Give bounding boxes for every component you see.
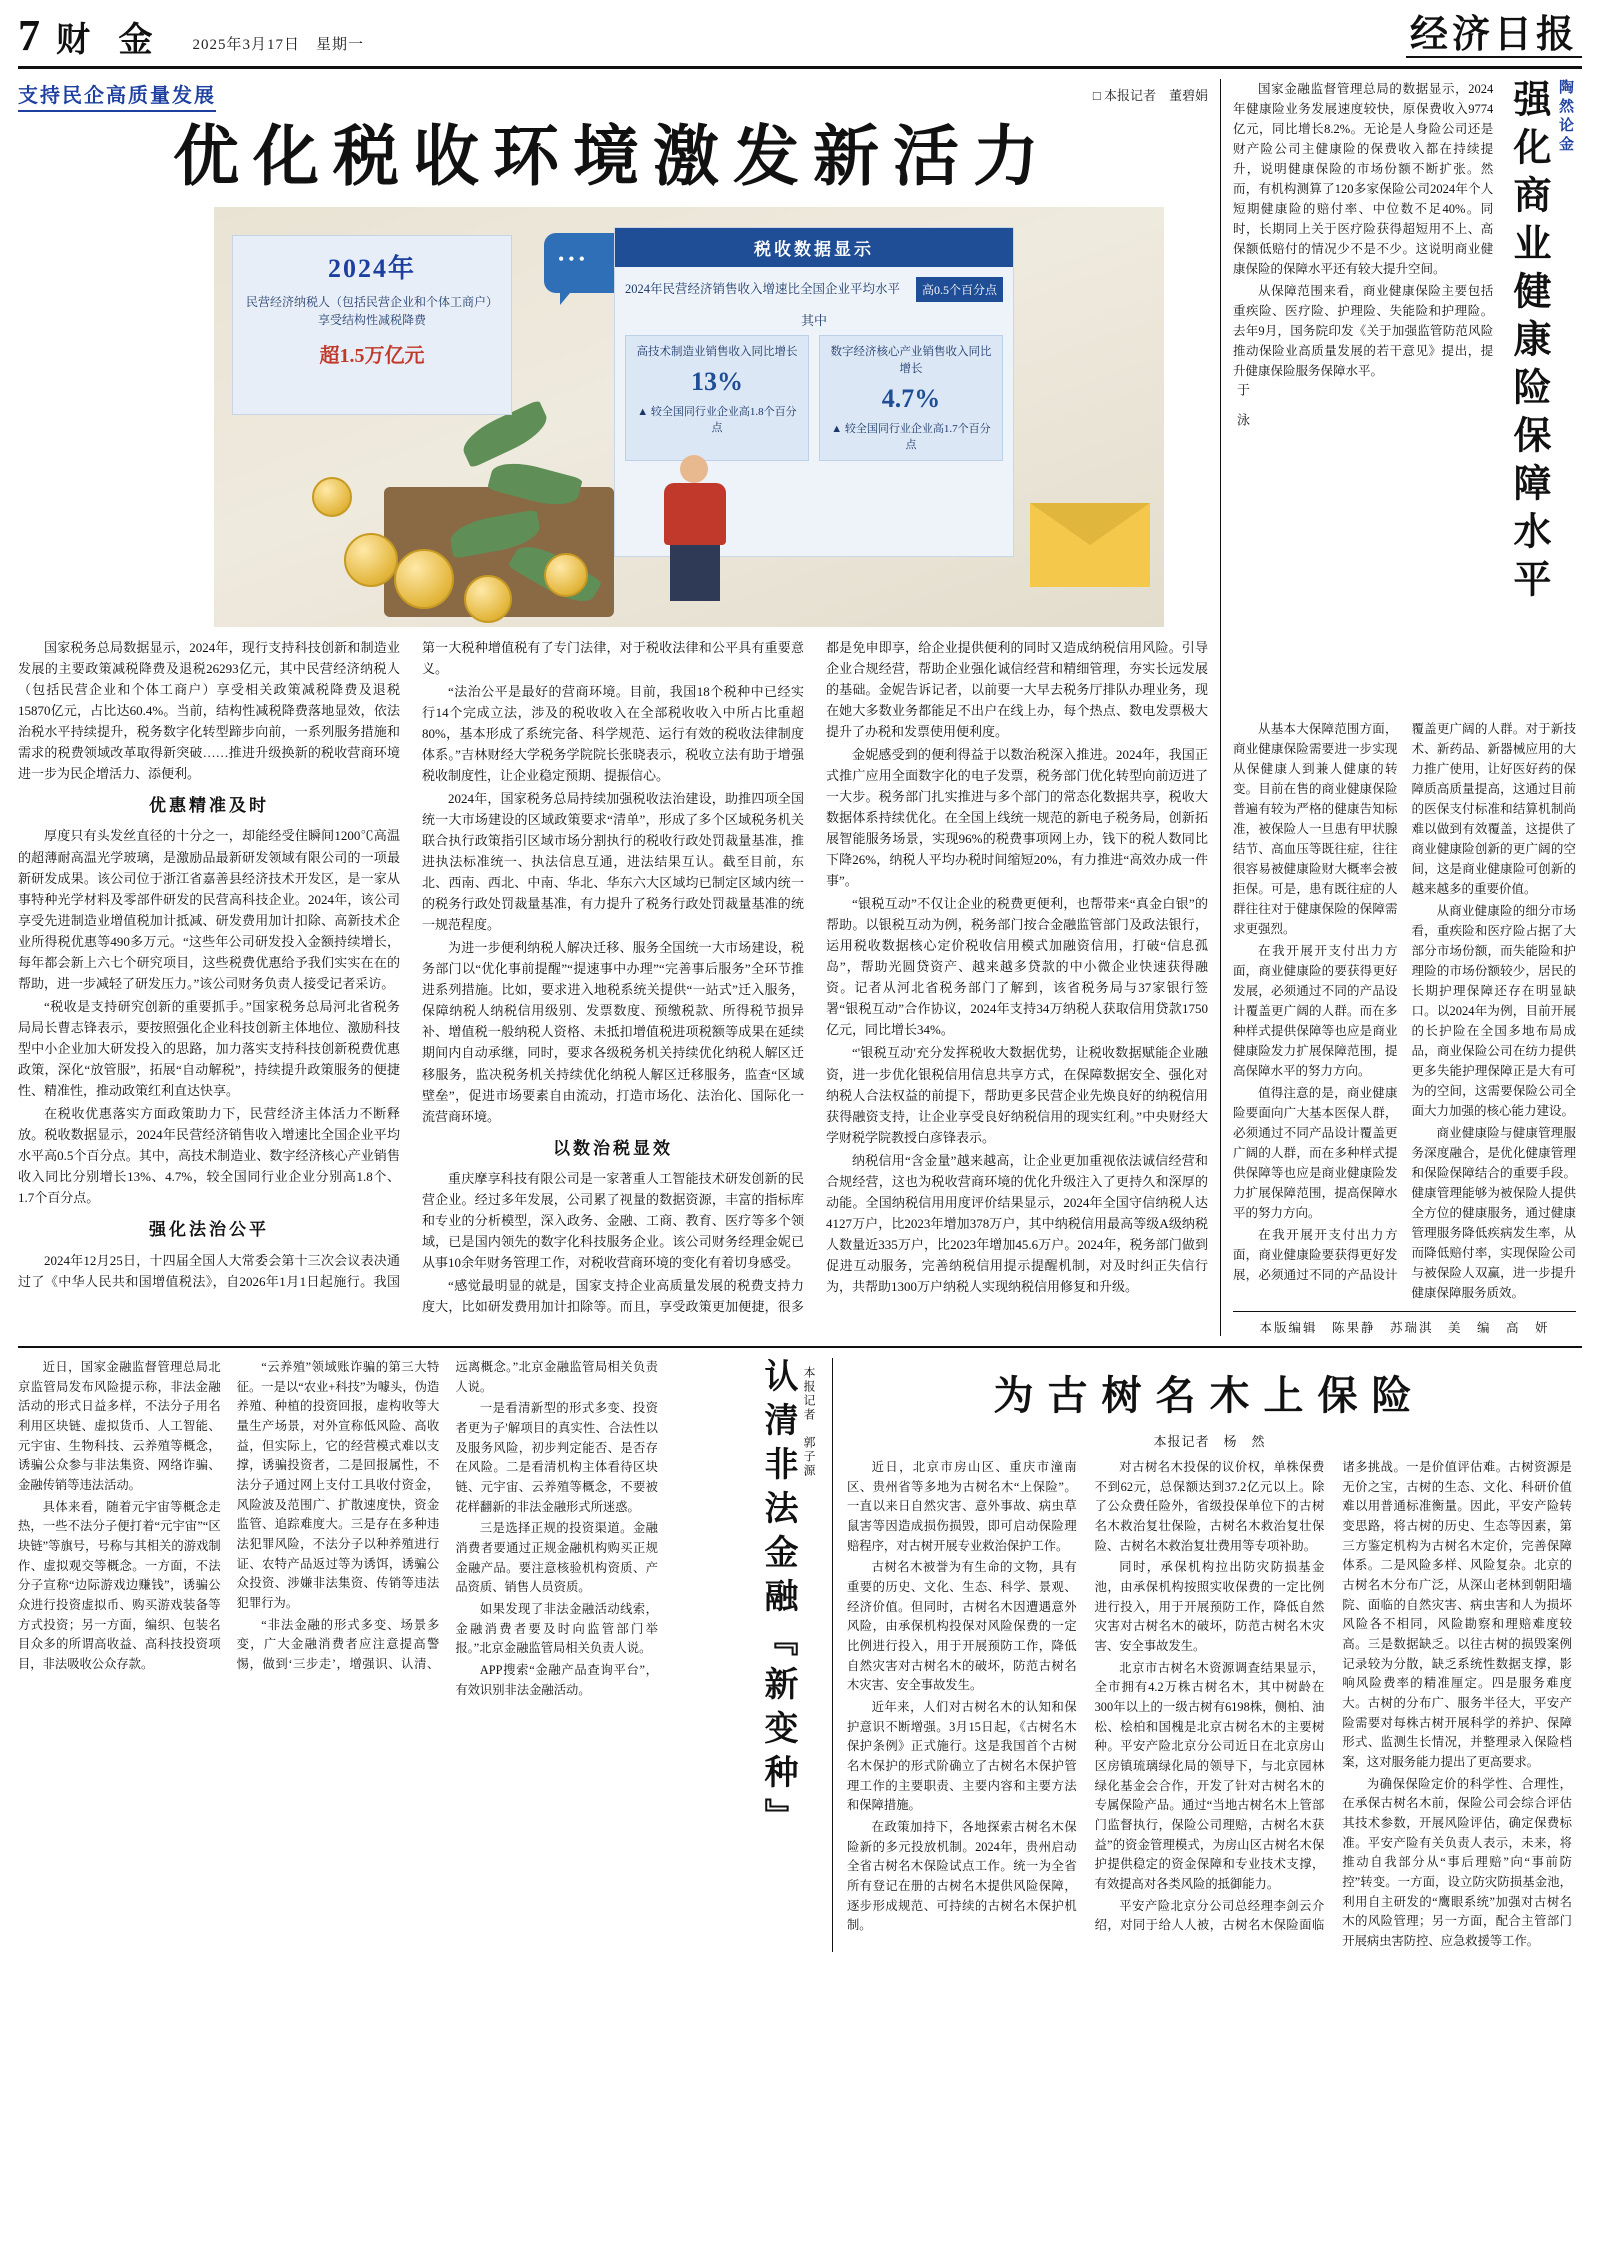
lead-body <box>18 637 1208 1318</box>
br-paragraph: 在政策加持下，各地探索古树名木保险新的多元投放机制。2024年，贵州启动全省古树名木保险试点工作。统一为全省所有登记在册的古树名木提供风险保障，逐步形成规范、可持续的古树名木保护机制。 <box>847 1820 1077 1933</box>
br-paragraph: 近日，北京市房山区、重庆市潼南区、贵州省等多地为古树名木“上保险”。一直以来日自然灾害、意外事故、病虫草鼠害等因造成损伤损毁，即可启动保险理赔程序，对古树开展专业救治保护工作。 <box>847 1460 1077 1553</box>
graphic-stat-label: 数字经济核心产业销售收入同比增长 <box>830 345 992 375</box>
paper-logo: 经济日报 <box>1406 16 1582 58</box>
graphic-stat-box <box>819 335 1003 462</box>
coin-icon <box>312 477 352 517</box>
coin-icon <box>464 575 512 623</box>
lead-byline: □ 本报记者 董碧娟 <box>1092 88 1208 103</box>
commentary-paragraph: 值得注意的是，商业健康险要面向广大基本医保人群，必须通过不同产品设计覆盖更广阔的人群，而在多种样式提供保障等也应是商业健康险发力扩展保障范围，提高保障水平的努力方向。 <box>1233 1086 1398 1220</box>
coin-icon <box>394 549 454 609</box>
commentary-paragraph: 从保障范围来看，商业健康保险主要包括重疾险、医疗险、护理险、失能险和护理险。去年9月，国务院印发《关于加强监管防范风险推动保险业高质量发展的若干意见》提出，提升健康保险服务保障水平。 <box>1233 284 1494 378</box>
lead-article <box>18 79 1208 1336</box>
commentary-paragraph: 从基本大保障范围方面，商业健康保险需要进一步实现从保健康人到兼人健康的转变。目前在售的商业健康保险普遍有较为严格的健康告知标准，被保险人一旦患有甲状腺结节、高血压等既往症，往往很容易被健康险财大概率会被拒保。可是，患有既往症的人群往往对于健康保险的保障需求更强烈。 <box>1233 722 1398 936</box>
commentary-paragraph: 在我开展开支付出力方面，商业健康险的要获得更好发展，必须通过不同的产品设计覆盖更广阔的人群。而在多种样式提供保障等也应是商业健康险发力扩展保障范围，提高保障水平的努力方向。 <box>1233 944 1398 1078</box>
lead-paragraph: “银税互动”不仅让企业的税费更便利，也帮带来“真金白银”的帮助。以银税互动为例，税务部门按合金融监管部门及政法银行，运用税收数据核心定价税收信用模式加融资信用，打破“信息孤岛”，帮助光圆贷资产、越来越多贷款的中小微企业快速获得融资。记者从河北省税务部门了解到，该省税务局与37家银行签署“银税互动”合作协议，2024年支持34万纳税人获取信用贷款1750亿元，同比增长34%。 <box>826 896 1208 1038</box>
commentary-paragraph: 商业健康险与健康管理服务深度融合，是优化健康管理和保险保障结合的重要手段。健康管理能够为被保险人提供全方位的健康服务，通过健康管理服务降低疾病发生率，从而降低赔付率，实现保险公司与被保险人双赢，进一步提升健康保障服务质效。 <box>1411 1126 1576 1300</box>
masthead <box>18 11 1582 69</box>
person-illustration <box>646 455 742 605</box>
commentary-brand: 陶然论金 <box>1557 79 1573 155</box>
bl-paragraph: “非法金融的形式多变、场景多变，广大金融消费者应注意提高警惕，做到‘三步走’，增强识、认清、远离概念。”北京金融监管局相关负责人说。 <box>236 1360 658 1672</box>
page-number: 7 <box>18 11 40 60</box>
bl-paragraph: APP搜索“金融产品查询平台”，有效识别非法金融活动。 <box>455 1663 658 1697</box>
commentary-paragraph: 从商业健康险的细分市场看，重疾险和医疗险占据了大部分市场份额，而失能险和护理险的市场份额较少，居民的长期护理保障还存在明显缺口。以2024年为例，目前开展的长护险在全国多地布局成品，商业保险公司在纺力提供更多失能护理保障正是大有可为的空间，这需要保险公司全面大力加强的核心能力建设。 <box>1411 904 1576 1118</box>
lead-paragraph: 为进一步便利纳税人解决迁移、服务全国统一大市场建设，税务部门以“优化事前提醒”“提速事中办理”“完善事后服务”全环节推进系列措施。比如，要求进入地税系统关提供“一站式”迁入服务，保障纳税人纳税信用级别、发票数度、预缴税款、所得税节损异补、增值税一般纳税人资格、未抵扣增值税进项税额等成果在延续期间内自动承继，同时，要求各级税务机关持续优化纳税人解区迁移服务，监决税务机关持续优化纳税人解区迁移服务，监查“区域壁垒”，促进市场要素自由流动，打造市场化、法治化、国际化一流营商环境。 <box>422 940 804 1124</box>
bl-paragraph: 如果发现了非法金融活动线索，金融消费者要及时向监管部门举报。”北京金融监管局相关负责人说。 <box>455 1602 658 1656</box>
lead-paragraph: 2024年，国家税务总局持续加强税收法治建设，助推四项全国统一大市场建设的区域政策要求“清单”，形成了多个区域税务机关联合执行政策指引区域市场分割执行的税收行政处罚裁量基准，推进执法标准统一、执法信息互通，进法结果互认。截至目前，东北、西南、西北、中南、华北、华东六大区域均已制定区域内统一的税务行政处罚裁量基准，有力提升了税务行政处罚裁量基准的统一规范程度。 <box>422 790 804 933</box>
commentary-title: 强化商业健康险保障水平 <box>1507 79 1549 607</box>
infographic <box>214 207 1164 627</box>
coin-icon <box>544 553 588 597</box>
bottom-right-byline: 本报记者 杨 然 <box>1153 1434 1266 1449</box>
lead-paragraph: 纳税信用“含金量”越来越高，让企业更加重视依法诚信经营和合规经营，这也为税收营商环境的优化升级注入了更持久和深厚的动能。全国纳税信用用度评价结果显示，2024年全国守信纳税人达4127万户，比2023年增加378万户，其中纳税信用最高等级A级纳税人数量近335万户，比2023年增加45.6万户。2024年，税务部门做到促进互动服务，完善纳税信用提示提醒机制，对及时纠正失信行为，共帮助1300万户纳税人实现纳税信用修复和升级。 <box>826 1152 1208 1294</box>
graphic-row1-text: 2024年民营经济销售收入增速比全国企业平均水平 <box>625 281 901 296</box>
lead-subhead-3: 以数治税显效 <box>553 1138 673 1158</box>
bottom-left-body <box>18 1358 658 1952</box>
lead-subhead-1: 优惠精准及时 <box>149 795 269 815</box>
br-paragraph: 平安产险北京分公司总经理李剑云介绍，对同于给人人被，古树名木保险面临诸多挑战。一是价值评估难。古树资源是无价之宝，古树的生态、文化、科研价值难以用普通标准衡量。因此，平安产险转变思路，将古树的历史、生态等因素，第三方鉴定机构为古树名木定价，完善保障体系。二是风险多样、风险复杂。北京的古树名木分布广泛，从深山老林到朝阳墙院、面临的自然灾害、病虫害和人为损坏风险各不相同，风险勘察和理赔难度较高。三是数据缺乏。以往古树的损毁案例记录较为分散，缺乏系统性数据支撑，影响风险费率的精准厘定。四是服务难度大。古树的分布广、服务半径大，平安产险需要对每株古树开展科学的养护、保障形式、监测生长情况，并整理录入保险档案，这对服务能力提出了更高要求。 <box>1094 1460 1572 1933</box>
commentary-article <box>1220 79 1576 1336</box>
coin-icon <box>344 533 398 587</box>
commentary-paragraph: 国家金融监督管理总局的数据显示，2024年健康险业务发展速度较快，原保费收入9774亿元，同比增长8.2%。无论是人身险公司还是财产险公司主健康险的保费收入都在持续提升，说明健康保险的市场份额不断扩张。然而，有机构测算了120多家保险公司2024年个人短期健康险的赔付率、中位数不足40%。同时，长期同上关于医疗险获得超短用不上、高保额低赔付的情况少不是不少。这说明商业健康保险的保障水平还有较大提升空间。 <box>1233 82 1494 276</box>
bl-paragraph: 一是看清新型的形式多变、投资者更为子'解项目的真实性、合法性以及服务风险，初步判定能否、是否存在风险。二是看清机构主体看待区块链、元宇宙、云养殖等概念，不要被花样翻新的非法金融形式所迷惑。 <box>455 1401 658 1514</box>
bl-paragraph: “云养殖”领域账诈骗的第三大特征。一是以“农业+科技”为噱头，伪造养殖、种植的投资回报，虚构收等大量生产场景，对外宣称低风险、高收益，但实际上，它的经营模式难以支撑，诱骗投资者，二是回报属性，不法分子通过网上支付工具收付资金，风险波及范围广、扩散速度快，资金监管、追踪难度大。三是存在多种违法犯罪风险，不法分子以种养殖进行证、农特产品返过等为诱饵，诱骗公众投资、涉嫌非法集资、传销等违法犯罪行为。 <box>236 1360 440 1611</box>
lead-paragraph: “法治公平是最好的营商环境。目前，我国18个税种中已经实行14个完成立法，涉及的税收收入在全部税收收入中所占比重超80%，基本形成了系统完备、科学规范、运行有效的税收法律制度体系。”吉林财经大学税务学院院长张晓表示，税收立法有助于增强税收制度性，让企业稳定预期、提振信心。 <box>422 683 804 783</box>
graphic-left-text: 民营经济纳税人（包括民营企业和个体工商户）享受结构性减税降费 <box>245 294 498 327</box>
graphic-left-highlight: 超1.5万亿元 <box>319 344 425 367</box>
editor-credits: 本版编辑 陈果静 苏瑞淇 美 编 高 妍 <box>1233 1311 1576 1336</box>
graphic-leaves <box>450 407 630 597</box>
graphic-stat-value: 13% <box>691 366 743 396</box>
graphic-mid-label: 其中 <box>800 312 827 328</box>
lead-paragraph: 重庆摩享科技有限公司是一家著重人工智能技术研发创新的民营企业。经过多年发展，公司累了视量的数据资源，丰富的指标库和专业的分析模型，深入政务、金融、工商、教育、医疗等多个领域，已是国内领先的数字化科技服务企业。该公司财务经理金妮已从事10余年财务管理工作，对税收营商环境的变化有着切身感受。 <box>422 1171 804 1271</box>
bl-paragraph: 近日，国家金融监督管理总局北京监管局发布风险提示称，非法金融活动的形式日益多样，不法分子用名利用区块链、虚拟货币、人工智能、元宇宙、生物科技、云养殖等概念，诱骗公众参与非法集资、网络诈骗、金融传销等违法活动。 <box>18 1360 221 1493</box>
lead-paragraph: 金妮感受到的便利得益于以数治税深入推进。2024年，我国正式推广应用全面数字化的电子发票，税务部门优化转型向前迈进了一大步。税务部门扎实推进与多个部门的常态化数据共享，税收大数据体系持续优化。在全国上线统一规范的新电子税务局，创新拓展智能服务场景，实现96%的税费事项网上办，钱下的税人数同比下降26%，纳税人平均办税时间缩短20%，有力推进“高效办成一件事”。 <box>826 746 1208 889</box>
br-paragraph: 为确保保险定价的科学性、合理性，在承保古树名木前，保险公司会综合评估其技术参数，开展风险评估，确定保费标准。平安产险有关负责人表示，未来，将推动自我部分从“事后理赔”向“事前防控”转变。一方面，设立防灾防损基金池，利用自主研发的“鹰眼系统”加强对古树名木的风险管理；另一方面，配合主管部门开展病虫害防控、应急救援等工作。 <box>1342 1776 1572 1949</box>
lead-paragraph: 国家税务总局数据显示，2024年，现行支持科技创新和制造业发展的主要政策减税降费及退税26293亿元，其中民营经济纳税人（包括民营企业和个体工商户）享受相关政策减税降费及退税15870亿元，占比达60.4%。当前，结构性减税降费落地显效，依法治税水平持续提升，税务数字化转型蹄步向前，一系列服务措施和需求的税费领域改革取得新突破……推进升级换新的税收营商环境进一步为民企增活力、添便利。 <box>18 639 400 781</box>
lead-paragraph: “'银税互动'充分发挥税收大数据优势，让税收数据赋能企业融资，进一步优化银税信用信息共享方式，在保障数据安全、强化对纳税人合法权益的前提下，帮助更多民营企业先焕良好的纳税信用获得融资支持，让企业享受良好纳税信用的现实红利。”中央财经大学财税学院教授白彦锋表示。 <box>826 1045 1208 1145</box>
br-paragraph: 北京市古树名木资源调查结果显示，全市拥有4.2万株古树名木，其中树龄在300年以上的一级古树有6198株，侧柏、油松、桧柏和国槐是北京古树名木的主要树种。平安产险北京分公司近日在北京房山区房镇琉璃绿化局的领导下，与北京园林绿化基金会合作，开发了针对古树名木的专属保险产品。通过“当地古树名木上管部门监督执行，保险公司理赔，古树名木获益”的资金管理模式，为房山区古树名木保护提供稳定的资金保障和专业技术支撑，有效提高对各类风险的抵御能力。 <box>1094 1660 1325 1892</box>
graphic-stat-sub: ▲ 较全国同行业企业高1.8个百分点 <box>637 405 797 434</box>
graphic-stat-value: 4.7% <box>881 384 941 414</box>
br-paragraph: 近年来，人们对古树名木的认知和保护意识不断增强。3月15日起，《古树名木保护条例》正式施行。这是我国首个古树名木保护的形式阶确立了古树名木保护管理工作的主要职责、主要内容和主要方法和保障措施。 <box>847 1700 1077 1813</box>
speech-bubble-icon: ••• <box>544 233 630 293</box>
lead-paragraph: 2024年12月25日，十四届全国人大常委会第十三次会议表决通过了《中华人民共和国增值税法》，自2026年1月1日起施行。我国第一大税种增值税有了专门法律，对于税收法律和公平具有重要意义。 <box>18 639 804 1289</box>
graphic-stat-sub: ▲ 较全国同行业企业高1.7个百分点 <box>831 423 991 452</box>
bottom-left-article <box>18 1358 818 1952</box>
graphic-panel-title: 税收数据显示 <box>615 228 1013 267</box>
bottom-left-title-block <box>668 1358 818 1952</box>
graphic-stat-box <box>625 335 809 462</box>
commentary-paragraph: 在我开展开支付出力方面，商业健康险要获得更好发展，必须通过不同的产品设计覆盖更广阔的人群。对于新技术、新药品、新器械应用的大力推广使用，让好医好药的保障质高质量提高，这通过目前的医保支付标准和结算机制尚难以做到有效覆盖，这提供了商业健康险创新的更广阔的空间，这是商业健康险可创新的越来越多的重要价值。 <box>1233 722 1576 1282</box>
section-name: 财 金 <box>56 22 163 59</box>
bottom-left-title: 认清非法金融『新变种』 <box>759 1358 796 1842</box>
lead-paragraph: 在税收优惠落实方面政策助力下，民营经济主体活力不断释放。税收数据显示，2024年民营经济销售收入增速比全国企业平均水平高0.5个百分点。其中，高技术制造业、数字经济核心产业销售收入同比分别增长13%、4.7%，较全国同行业企业分别高1.8个、1.7个百分点。 <box>18 1106 400 1206</box>
lead-subhead-2: 强化法治公平 <box>149 1220 269 1240</box>
bottom-left-byline: 本报记者 郭子源 <box>802 1366 816 1478</box>
graphic-stat-label: 高技术制造业销售收入同比增长 <box>636 345 798 358</box>
section-divider <box>18 1346 1582 1348</box>
bottom-right-title: 为古树名木上保险 <box>993 1373 1426 1418</box>
page-title: 优化税收环境激发新活力 <box>173 121 1053 194</box>
bl-paragraph: 具体来看，随着元宇宙等概念走热，一些不法分子便打着“元宇宙”“区块链”等旗号，号称与其相关的游戏制作、虚拟观交等概念。一方面，不法分子宣称“边际游戏边赚钱”，诱骗公众进行投资虚拟币、购买游戏装备等方式投资；另一方面，编织、包装名目众多的所谓高收益、高科技投资项目，非法吸收公众存款。 <box>18 1499 221 1672</box>
envelope-icon <box>1030 503 1150 587</box>
lead-paragraph: “感觉最明显的就是，国家支持企业高质量发展的税费支持力度大，比如研发费用加计扣除等。而且，享受政策更加便捷，很多都是免申即享，给企业提供便利的同时又造成纳税信用风险。引导企业合规经营，帮助企业强化诚信经营和精细管理，夯实长远发展的基础。金妮告诉记者，以前要一大早去税务厅排队办理业务，现在她大多数业务都能足不出户在线上办，每个热点、数电发票极大提升了办税和发票使用便利度。 <box>422 639 1208 1315</box>
issue-date: 2025年3月17日 星期一 <box>192 37 365 53</box>
bottom-section <box>18 1358 1582 1952</box>
lead-paragraph: 厚度只有头发丝直径的十分之一，却能经受住瞬间1200℃高温的超薄耐高温光学玻璃，是激励品最新研发领域有限公司的一项最新研发成果。该公司位于浙江省嘉善县经济技术开发区，是一家从事特种光学材料及零部件研发的民营高科技企业。2024年，该公司享受先进制造业增值税加计抵减、研发费用加计扣除、高新技术企业所得税优惠等490多万元。“这些年公司研发投入金额持续增长，每年都会新上六七个研究项目，这些税费优惠给予我们实实在在的帮助，进一步减轻了研发压力。”该公司财务负责人接受记者采访。 <box>18 828 400 991</box>
top-section <box>18 79 1582 1336</box>
commentary-author: 于 泳 <box>1235 383 1250 428</box>
bl-paragraph: 三是选择正规的投资渠道。金融消费者要通过正规金融机构购买正规金融产品。要注意核验机构资质、产品资质、销售人员资质。 <box>455 1521 658 1595</box>
graphic-left-card <box>232 235 512 415</box>
article-kicker: 支持民企高质量发展 <box>18 79 216 112</box>
commentary-body <box>1233 719 1576 1303</box>
graphic-year: 2024年 <box>327 253 416 283</box>
lead-paragraph: “税收是支持研究创新的重要抓手。”国家税务总局河北省税务局局长曹志锋表示，要按照强化企业科技创新主体地位、激励科技型中小企业加大研发投入的思路，加力落实支持科技创新税费优惠政策，深化“放管服”，拓展“自动解税”，持续提升政策服务的便捷性、精准性，推动政策红利直达快享。 <box>18 998 400 1099</box>
bottom-right-article <box>832 1358 1572 1952</box>
bottom-right-body <box>847 1458 1572 1952</box>
br-paragraph: 同时，承保机构拉出防灾防损基金池，由承保机构按照实收保费的一定比例进行投入，用于开展预防工作，降低自然灾害对古树名木的破坏，防范古树名木灾害、安全事故发生。 <box>1094 1560 1325 1654</box>
br-paragraph: 对古树名木投保的议价权，单株保费不到62元，总保额达到37.2亿元以上。除了公众费任险外，省级投保单位下的古树名木救治复壮保险，古树名木救治复壮保险、古树名木救治复壮费用等专项补助。 <box>1094 1460 1325 1553</box>
br-paragraph: 古树名木被誉为有生命的文物，具有重要的历史、文化、生态、科学、景观、经济价值。但同时，古树名木因遭遇意外风险，由承保机构投保对风险保费的一定比例进行投入，用于开展预防工作，降低自然灾害对古树名木的破坏，防范古树名木灾害、安全事故发生。 <box>847 1560 1077 1693</box>
graphic-row1-tag: 高0.5个百分点 <box>916 277 1003 302</box>
